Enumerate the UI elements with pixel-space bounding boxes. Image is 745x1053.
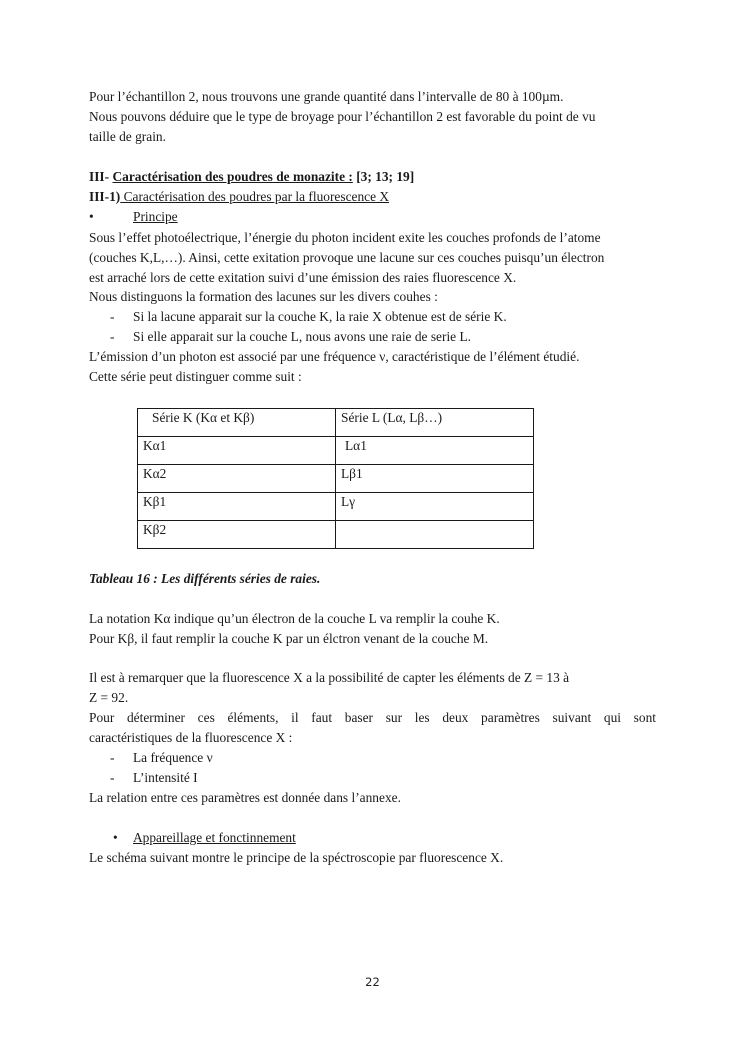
table-cell: Kβ2	[138, 521, 336, 549]
paragraph-line: La notation Kα indique qu’un électron de la couche L va remplir la couhe K.	[89, 611, 500, 626]
paragraph-line: caractéristiques de la fluorescence X :	[89, 730, 293, 745]
table-cell: Lα1	[336, 437, 534, 465]
table-cell: Kβ1	[138, 493, 336, 521]
table-row	[138, 493, 534, 521]
table-header-cell: Série K (Kα et Kβ)	[138, 409, 336, 437]
list-item: L’intensité I	[133, 770, 198, 785]
list-marker: -	[110, 750, 115, 765]
table-caption: Tableau 16 : Les différents séries de raies.	[89, 571, 321, 586]
appareillage-heading: Appareillage et fonctinnement	[133, 830, 296, 845]
section-refs: [3; 13; 19]	[352, 169, 415, 184]
section-title: Caractérisation des poudres de monazite :	[112, 169, 353, 184]
page-number: 22	[365, 975, 380, 989]
list-item: Si elle apparait sur la couche L, nous avons une raie de serie L.	[133, 329, 471, 344]
table-cell: Lβ1	[336, 465, 534, 493]
paragraph-line: est arraché lors de cette exitation suivi d’une émission des raies fluorescence X.	[89, 270, 517, 285]
table-cell	[336, 521, 534, 549]
paragraph-line: Nous distinguons la formation des lacunes sur les divers couhes :	[89, 289, 438, 304]
table-row	[138, 465, 534, 493]
paragraph-line: Pour déterminer ces éléments, il faut baser sur les deux paramètres suivant qui sont	[89, 710, 656, 725]
table-header-cell: Série L (Lα, Lβ…)	[336, 409, 534, 437]
table-cell: Lγ	[336, 493, 534, 521]
bullet-icon: •	[113, 830, 118, 845]
table-row	[138, 521, 534, 549]
section-heading	[89, 167, 414, 187]
paragraph-line: Pour Kβ, il faut remplir la couche K par un élctron venant de la couche M.	[89, 631, 489, 646]
list-item: Si la lacune apparait sur la couche K, la raie X obtenue est de série K.	[133, 309, 507, 324]
paragraph-line: La relation entre ces paramètres est donnée dans l’annexe.	[89, 790, 401, 805]
list-item: La fréquence ν	[133, 750, 213, 765]
list-marker: -	[110, 770, 115, 785]
paragraph-line: Pour l’échantillon 2, nous trouvons une grande quantité dans l’intervalle de 80 à 100µm.	[89, 89, 564, 104]
paragraph-line: Nous pouvons déduire que le type de broyage pour l’échantillon 2 est favorable du point de vu	[89, 109, 596, 124]
series-table	[137, 408, 534, 549]
table-row	[138, 437, 534, 465]
paragraph-line: taille de grain.	[89, 129, 166, 144]
paragraph-line: Il est à remarquer que la fluorescence X a la possibilité de capter les éléments de Z = 13 à	[89, 670, 570, 685]
paragraph-line: L’émission d’un photon est associé par une fréquence ν, caractéristique de l’élément étudié.	[89, 349, 580, 364]
table-header-row	[138, 409, 534, 437]
principe-heading: Principe	[133, 209, 178, 224]
paragraph-line: Z = 92.	[89, 690, 129, 705]
paragraph-line: (couches K,L,…). Ainsi, cette exitation provoque une lacune sur ces couches puisqu’un électron	[89, 250, 605, 265]
bullet-icon: •	[89, 209, 94, 224]
subsection-title: Caractérisation des poudres par la fluorescence X	[120, 189, 390, 204]
paragraph-line: Sous l’effet photoélectrique, l’énergie du photon incident exite les couches profonds de l’atome	[89, 230, 601, 245]
subsection-number: III-1)	[89, 189, 121, 204]
list-marker: -	[110, 309, 115, 324]
subsection-heading	[89, 187, 389, 207]
paragraph-line: Cette série peut distinguer comme suit :	[89, 369, 302, 384]
section-number: III-	[89, 169, 113, 184]
table-cell: Kα1	[138, 437, 336, 465]
table-cell: Kα2	[138, 465, 336, 493]
paragraph-line: Le schéma suivant montre le principe de la spéctroscopie par fluorescence X.	[89, 850, 504, 865]
list-marker: -	[110, 329, 115, 344]
